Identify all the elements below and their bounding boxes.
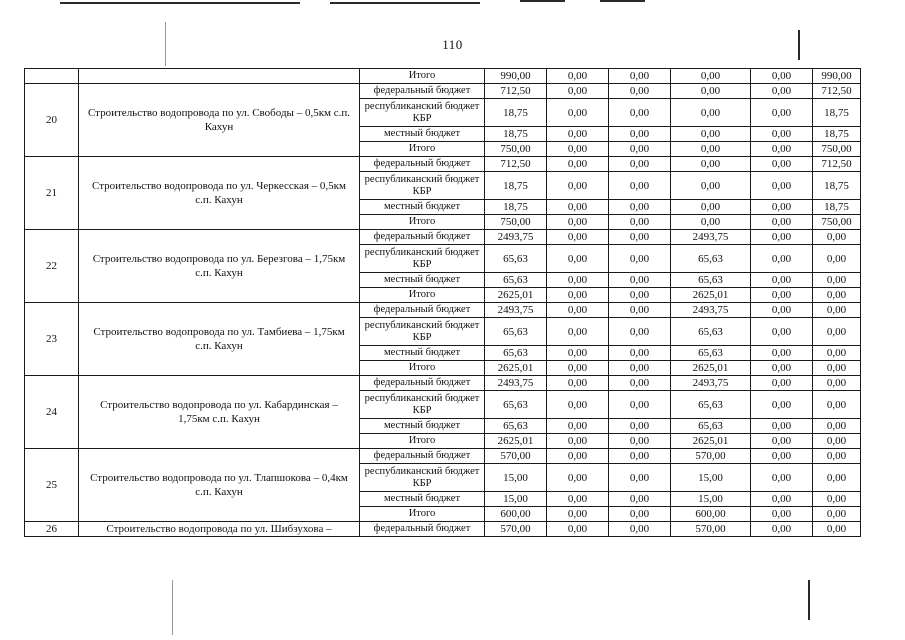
- amount-cell: 0,00: [609, 318, 671, 346]
- amount-cell: 0,00: [609, 84, 671, 99]
- amount-cell: 0,00: [609, 303, 671, 318]
- amount-cell: 570,00: [671, 449, 751, 464]
- amount-cell: 0,00: [609, 157, 671, 172]
- amount-cell: 0,00: [751, 449, 813, 464]
- amount-cell: 750,00: [485, 142, 547, 157]
- funding-source-cell: Итого: [360, 507, 485, 522]
- funding-source-cell: Итого: [360, 142, 485, 157]
- scan-artifact-line: [330, 2, 480, 4]
- amount-cell: 0,00: [751, 507, 813, 522]
- item-name-cell: Строительство водопровода по ул. Березгова – 1,75км с.п. Кахун: [79, 230, 360, 303]
- amount-cell: 2625,01: [671, 288, 751, 303]
- amount-cell: 2625,01: [485, 361, 547, 376]
- amount-cell: 0,00: [813, 507, 861, 522]
- amount-cell: 0,00: [751, 522, 813, 537]
- amount-cell: 0,00: [609, 69, 671, 84]
- amount-cell: 2625,01: [485, 288, 547, 303]
- amount-cell: 65,63: [485, 245, 547, 273]
- amount-cell: 2493,75: [671, 230, 751, 245]
- amount-cell: 0,00: [547, 157, 609, 172]
- amount-cell: 0,00: [609, 522, 671, 537]
- amount-cell: 0,00: [609, 434, 671, 449]
- amount-cell: 0,00: [609, 361, 671, 376]
- funding-source-cell: Итого: [360, 215, 485, 230]
- amount-cell: 750,00: [813, 142, 861, 157]
- amount-cell: 0,00: [671, 172, 751, 200]
- funding-source-cell: республиканский бюджет КБР: [360, 99, 485, 127]
- table-row: [25, 84, 861, 99]
- amount-cell: 18,75: [485, 127, 547, 142]
- amount-cell: 0,00: [813, 303, 861, 318]
- item-name-cell: Строительство водопровода по ул. Тлапшокова – 0,4км с.п. Кахун: [79, 449, 360, 522]
- amount-cell: 0,00: [751, 69, 813, 84]
- amount-cell: 0,00: [609, 492, 671, 507]
- amount-cell: 2493,75: [485, 303, 547, 318]
- funding-source-cell: местный бюджет: [360, 200, 485, 215]
- item-number-cell: [25, 69, 79, 84]
- table-row: [25, 230, 861, 245]
- amount-cell: 0,00: [813, 273, 861, 288]
- amount-cell: 0,00: [547, 391, 609, 419]
- amount-cell: 65,63: [671, 245, 751, 273]
- amount-cell: 0,00: [751, 200, 813, 215]
- amount-cell: 0,00: [547, 434, 609, 449]
- amount-cell: 0,00: [547, 318, 609, 346]
- item-number-cell: 26: [25, 522, 79, 537]
- scan-artifact-line: [60, 2, 300, 4]
- table-row: [25, 69, 861, 84]
- scan-artifact-line: [600, 0, 645, 2]
- amount-cell: 0,00: [751, 391, 813, 419]
- amount-cell: 0,00: [671, 142, 751, 157]
- amount-cell: 0,00: [547, 361, 609, 376]
- amount-cell: 0,00: [609, 127, 671, 142]
- amount-cell: 712,50: [813, 84, 861, 99]
- amount-cell: 2493,75: [671, 376, 751, 391]
- scan-artifact-line: [808, 580, 810, 620]
- amount-cell: 65,63: [671, 419, 751, 434]
- amount-cell: 0,00: [813, 492, 861, 507]
- amount-cell: 750,00: [813, 215, 861, 230]
- amount-cell: 65,63: [671, 346, 751, 361]
- item-number-cell: 21: [25, 157, 79, 230]
- amount-cell: 0,00: [751, 142, 813, 157]
- amount-cell: 0,00: [547, 376, 609, 391]
- amount-cell: 0,00: [751, 288, 813, 303]
- funding-source-cell: Итого: [360, 434, 485, 449]
- funding-source-cell: федеральный бюджет: [360, 230, 485, 245]
- amount-cell: 65,63: [485, 273, 547, 288]
- amount-cell: 2493,75: [485, 230, 547, 245]
- amount-cell: 65,63: [671, 318, 751, 346]
- amount-cell: 600,00: [485, 507, 547, 522]
- funding-source-cell: федеральный бюджет: [360, 303, 485, 318]
- amount-cell: 0,00: [609, 230, 671, 245]
- amount-cell: 15,00: [671, 464, 751, 492]
- amount-cell: 0,00: [671, 84, 751, 99]
- amount-cell: 0,00: [609, 288, 671, 303]
- amount-cell: 0,00: [751, 172, 813, 200]
- amount-cell: 2493,75: [485, 376, 547, 391]
- item-name-cell: Строительство водопровода по ул. Черкесская – 0,5км с.п. Кахун: [79, 157, 360, 230]
- amount-cell: 0,00: [609, 391, 671, 419]
- amount-cell: 0,00: [609, 142, 671, 157]
- amount-cell: 0,00: [751, 230, 813, 245]
- amount-cell: 0,00: [751, 492, 813, 507]
- funding-source-cell: Итого: [360, 69, 485, 84]
- funding-source-cell: местный бюджет: [360, 492, 485, 507]
- amount-cell: 0,00: [609, 245, 671, 273]
- amount-cell: 0,00: [547, 492, 609, 507]
- funding-source-cell: федеральный бюджет: [360, 449, 485, 464]
- funding-source-cell: федеральный бюджет: [360, 84, 485, 99]
- amount-cell: 18,75: [813, 127, 861, 142]
- amount-cell: 65,63: [671, 391, 751, 419]
- amount-cell: 0,00: [751, 99, 813, 127]
- amount-cell: 0,00: [547, 464, 609, 492]
- amount-cell: 570,00: [671, 522, 751, 537]
- amount-cell: 2625,01: [671, 361, 751, 376]
- table-row: [25, 522, 861, 537]
- amount-cell: 750,00: [485, 215, 547, 230]
- amount-cell: 712,50: [485, 84, 547, 99]
- page-number: 110: [442, 37, 463, 52]
- funding-source-cell: местный бюджет: [360, 346, 485, 361]
- amount-cell: 0,00: [609, 99, 671, 127]
- amount-cell: 0,00: [547, 245, 609, 273]
- funding-source-cell: республиканский бюджет КБР: [360, 318, 485, 346]
- amount-cell: 0,00: [671, 127, 751, 142]
- amount-cell: 0,00: [751, 361, 813, 376]
- amount-cell: 0,00: [813, 464, 861, 492]
- funding-source-cell: федеральный бюджет: [360, 157, 485, 172]
- amount-cell: 0,00: [609, 376, 671, 391]
- amount-cell: 0,00: [813, 449, 861, 464]
- amount-cell: 65,63: [671, 273, 751, 288]
- amount-cell: 0,00: [547, 99, 609, 127]
- funding-source-cell: местный бюджет: [360, 273, 485, 288]
- amount-cell: 0,00: [547, 273, 609, 288]
- funding-source-cell: республиканский бюджет КБР: [360, 391, 485, 419]
- funding-source-cell: республиканский бюджет КБР: [360, 172, 485, 200]
- amount-cell: 0,00: [751, 245, 813, 273]
- amount-cell: 0,00: [813, 434, 861, 449]
- amount-cell: 0,00: [751, 215, 813, 230]
- amount-cell: 0,00: [547, 69, 609, 84]
- funding-source-cell: местный бюджет: [360, 127, 485, 142]
- amount-cell: 0,00: [609, 449, 671, 464]
- amount-cell: 0,00: [547, 419, 609, 434]
- amount-cell: 0,00: [751, 273, 813, 288]
- amount-cell: 0,00: [547, 200, 609, 215]
- amount-cell: 0,00: [671, 99, 751, 127]
- amount-cell: 0,00: [751, 419, 813, 434]
- amount-cell: 0,00: [671, 200, 751, 215]
- funding-source-cell: Итого: [360, 361, 485, 376]
- amount-cell: 0,00: [751, 84, 813, 99]
- amount-cell: 65,63: [485, 391, 547, 419]
- amount-cell: 0,00: [813, 419, 861, 434]
- amount-cell: 0,00: [751, 464, 813, 492]
- amount-cell: 0,00: [609, 200, 671, 215]
- amount-cell: 0,00: [751, 434, 813, 449]
- amount-cell: 570,00: [485, 522, 547, 537]
- amount-cell: 0,00: [751, 157, 813, 172]
- item-name-cell: Строительство водопровода по ул. Шибзухова –: [79, 522, 360, 537]
- amount-cell: 0,00: [547, 84, 609, 99]
- funding-source-cell: федеральный бюджет: [360, 376, 485, 391]
- amount-cell: 0,00: [813, 391, 861, 419]
- amount-cell: 0,00: [813, 288, 861, 303]
- amount-cell: 0,00: [547, 142, 609, 157]
- amount-cell: 0,00: [547, 507, 609, 522]
- amount-cell: 0,00: [751, 303, 813, 318]
- amount-cell: 990,00: [485, 69, 547, 84]
- amount-cell: 0,00: [813, 376, 861, 391]
- amount-cell: 0,00: [751, 346, 813, 361]
- amount-cell: 0,00: [547, 127, 609, 142]
- table-row: [25, 449, 861, 464]
- amount-cell: 0,00: [813, 245, 861, 273]
- amount-cell: 0,00: [547, 288, 609, 303]
- amount-cell: 0,00: [813, 522, 861, 537]
- amount-cell: 0,00: [547, 230, 609, 245]
- funding-source-cell: Итого: [360, 288, 485, 303]
- scan-artifact-line: [172, 580, 173, 635]
- item-name-cell: Строительство водопровода по ул. Кабардинская – 1,75км с.п. Кахун: [79, 376, 360, 449]
- amount-cell: 0,00: [547, 449, 609, 464]
- amount-cell: 0,00: [813, 346, 861, 361]
- item-name-cell: Строительство водопровода по ул. Тамбиева – 1,75км с.п. Кахун: [79, 303, 360, 376]
- funding-source-cell: республиканский бюджет КБР: [360, 464, 485, 492]
- amount-cell: 712,50: [485, 157, 547, 172]
- amount-cell: 0,00: [609, 273, 671, 288]
- table-row: [25, 157, 861, 172]
- amount-cell: 0,00: [547, 346, 609, 361]
- amount-cell: 18,75: [485, 200, 547, 215]
- amount-cell: 0,00: [751, 376, 813, 391]
- amount-cell: 0,00: [813, 361, 861, 376]
- item-number-cell: 25: [25, 449, 79, 522]
- amount-cell: 18,75: [485, 172, 547, 200]
- item-number-cell: 20: [25, 84, 79, 157]
- amount-cell: 18,75: [485, 99, 547, 127]
- item-number-cell: 24: [25, 376, 79, 449]
- amount-cell: 65,63: [485, 318, 547, 346]
- item-name-cell: [79, 69, 360, 84]
- amount-cell: 0,00: [609, 172, 671, 200]
- amount-cell: 0,00: [609, 507, 671, 522]
- amount-cell: 18,75: [813, 99, 861, 127]
- amount-cell: 65,63: [485, 419, 547, 434]
- funding-source-cell: федеральный бюджет: [360, 522, 485, 537]
- amount-cell: 0,00: [609, 464, 671, 492]
- table-row: [25, 303, 861, 318]
- budget-table: [24, 68, 861, 537]
- amount-cell: 0,00: [547, 303, 609, 318]
- item-name-cell: Строительство водопровода по ул. Свободы – 0,5км с.п. Кахун: [79, 84, 360, 157]
- amount-cell: 990,00: [813, 69, 861, 84]
- amount-cell: 0,00: [609, 346, 671, 361]
- amount-cell: 2625,01: [671, 434, 751, 449]
- amount-cell: 15,00: [485, 464, 547, 492]
- amount-cell: 0,00: [609, 419, 671, 434]
- funding-source-cell: местный бюджет: [360, 419, 485, 434]
- amount-cell: 2493,75: [671, 303, 751, 318]
- item-number-cell: 22: [25, 230, 79, 303]
- amount-cell: 2625,01: [485, 434, 547, 449]
- amount-cell: 0,00: [671, 215, 751, 230]
- amount-cell: 15,00: [485, 492, 547, 507]
- amount-cell: 0,00: [547, 522, 609, 537]
- amount-cell: 65,63: [485, 346, 547, 361]
- amount-cell: 18,75: [813, 200, 861, 215]
- amount-cell: 0,00: [813, 230, 861, 245]
- amount-cell: 600,00: [671, 507, 751, 522]
- amount-cell: 0,00: [751, 318, 813, 346]
- amount-cell: 0,00: [813, 318, 861, 346]
- funding-source-cell: республиканский бюджет КБР: [360, 245, 485, 273]
- amount-cell: 0,00: [609, 215, 671, 230]
- item-number-cell: 23: [25, 303, 79, 376]
- table-row: [25, 376, 861, 391]
- amount-cell: 0,00: [671, 69, 751, 84]
- amount-cell: 0,00: [671, 157, 751, 172]
- scan-artifact-line: [520, 0, 565, 2]
- amount-cell: 15,00: [671, 492, 751, 507]
- amount-cell: 712,50: [813, 157, 861, 172]
- amount-cell: 570,00: [485, 449, 547, 464]
- amount-cell: 0,00: [751, 127, 813, 142]
- amount-cell: 18,75: [813, 172, 861, 200]
- amount-cell: 0,00: [547, 172, 609, 200]
- amount-cell: 0,00: [547, 215, 609, 230]
